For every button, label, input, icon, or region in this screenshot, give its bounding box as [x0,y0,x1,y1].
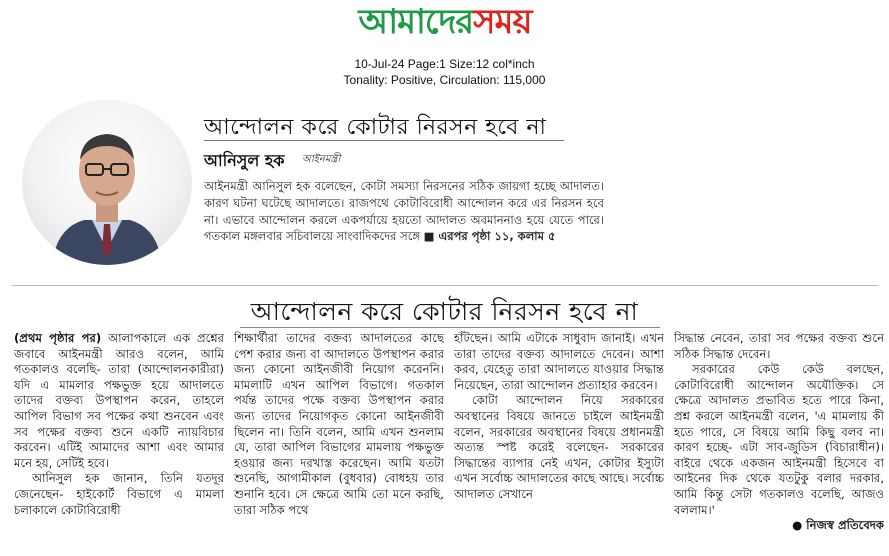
paragraph: আনিসুল হক জানান, তিনি যতদূর জেনেছেন- হাইকোর্ট বিভাগে এ মামলা চলাকালে কোটাবিরোধী [14,471,224,517]
column-2 [234,331,444,553]
paragraph-text: আলাপকালে এক প্রশ্নের জবাবে আইনমন্ত্রী আরও বলেন, আমি গতকালও বলেছি- তারা (আন্দোলনকারীরা) যদি এ মামলার পক্ষভুক্ত হয়ে আদালতে তাদের বক্তব্য উপস্থাপন করেন, তাহলে আপিল বিভাগ সব পক্ষের কথা শুনবেন এবং সব পক্ষের বক্তব্য শুনে একটি ন্যায়বিচার করবেন। এটিই আমাদের আশা এবং আমার মনে হয়, সেটিই হবে। [14,331,224,470]
jump-headline: আন্দোলন করে কোটার নিরসন হবে না [250,297,639,326]
paragraph [14,331,224,471]
continued-note: ■ এরপর পৃষ্ঠা ১১, কলাম ৫ [423,229,556,244]
front-page-story [22,100,867,270]
masthead [0,0,889,48]
byline-role: আইনমন্ত্রী [302,154,341,165]
portrait-illustration [22,100,192,265]
paragraph: শিক্ষার্থীরা তাদের বক্তব্য আদালতের কাছে পেশ করার জন্য বা আদালতে উপস্থাপন করার জন্য কোনো আইনজীবী নিয়োগ করেননি। মামলাটি এখন আপিল বিভাগে। গতকাল পর্যন্ত তাদের পক্ষে বক্তব্য উপস্থাপন করার জন্য তাদের নিয়োগকৃত কোনো আইনজীবী ছিলেন না। তিনি বলেন, আমি এখন শুনলাম যে, তারা আপিল বিভাগের মামলায় পক্ষভুক্ত হওয়ার জন্য দরখাস্ত করেছেন। আমি যতটা শুনেছি, আগামীকাল (বুধবার) বোধহয় তার শুনানি হবে। সে ক্ষেত্রে আমি তো মনে করছি, তারা সঠিক পথে [234,331,444,517]
paragraph: সরকারের কেউ কেউ বলছেন, কোটাবিরোধী আন্দোলন অযৌক্তিক। সে ক্ষেত্রে আদালত প্রভাবিত হতে পারে কিনা, প্রশ্ন করলে আইনমন্ত্রী বলেন, 'এ মামলায় কী হতে পারে, সে বিষয়ে আমি কিছু বলব না। কারণ হচ্ছে- এটা সাব-জুডিস (বিচারাধীন)। বাইরে থেকে একজন আইনমন্ত্রী হিসেবে বা আইনের দিক থেকে যতটুকু বলার দরকার, আমি কিন্তু সেটা গতকালও বলেছি, আজও বললাম।' [674,362,884,517]
lead-paragraph [204,178,604,245]
headline-divider [204,140,564,141]
lead-text: আইনমন্ত্রী আনিসুল হক বলেছেন, কোটা সমস্যা নিরসনের সঠিক জায়গা হচ্ছে আদালত। কারণ ঘটনা ঘটেছে আদালতে। রাজপথে কোটাবিরোধী আন্দোলন করে এর নিরসন হবে না। এভাবে আন্দোলন করলে একপর্যায়ে হয়তো আদালত অবমাননাও হয়ে যেতে পারে। গতকাল মঙ্গলবার সচিবালয়ে সাংবাদিকদের সঙ্গে [204,179,604,244]
logo-text-right: সময় [473,1,532,42]
clipping-meta-line1: 10-Jul-24 Page:1 Size:12 col*inch [354,57,535,71]
front-headline: আন্দোলন করে কোটার নিরসন হবে না [204,115,547,140]
continuation-label: (প্রথম পৃষ্ঠার পর) [14,331,102,345]
jump-story-columns [14,331,884,553]
paragraph: কোটা আন্দোলন নিয়ে সরকারের অবস্থানের বিষয়ে জানতে চাইলে আইনমন্ত্রী বলেন, সরকারের অবস্থানের বিষয়ে প্রধানমন্ত্রী অত্যন্ত স্পষ্ট করেই বলেছেন- সরকারের সিদ্ধান্তের ব্যাপার নেই এখন, কোটার ইস্যুটা এখন সর্বোচ্চ আদালতের কাছে আছে। সর্বোচ্চ আদালত সেখানে [454,393,664,501]
byline-name: আনিসুল হক [204,151,285,170]
portrait-photo [22,100,192,265]
reporter-credit: ● নিজস্ব প্রতিবেদক [792,518,884,533]
newspaper-logo [305,2,585,46]
paragraph: হাঁটছেন। আমি এটাকে সাধুবাদ জানাই। এখন তারা তাদের বক্তব্য আদালতে দেবেন। আশা করব, যেহেতু তারা আদালতে যাওয়ার সিদ্ধান্ত নিয়েছেন, তারা আন্দোলন প্রত্যাহার করবেন। [454,331,664,392]
clipping-meta-line2: Tonality: Positive, Circulation: 115,000 [343,73,546,87]
column-1 [14,331,224,553]
column-4 [674,331,884,553]
column-3 [454,331,664,553]
jump-headline-divider [240,327,660,328]
paragraph: সিদ্ধান্ত নেবেন, তারা সব পক্ষের বক্তব্য শুনে সঠিক সিদ্ধান্ত দেবেন। [674,331,884,361]
logo-text-left: আমাদের [358,1,474,42]
section-separator [12,285,878,286]
